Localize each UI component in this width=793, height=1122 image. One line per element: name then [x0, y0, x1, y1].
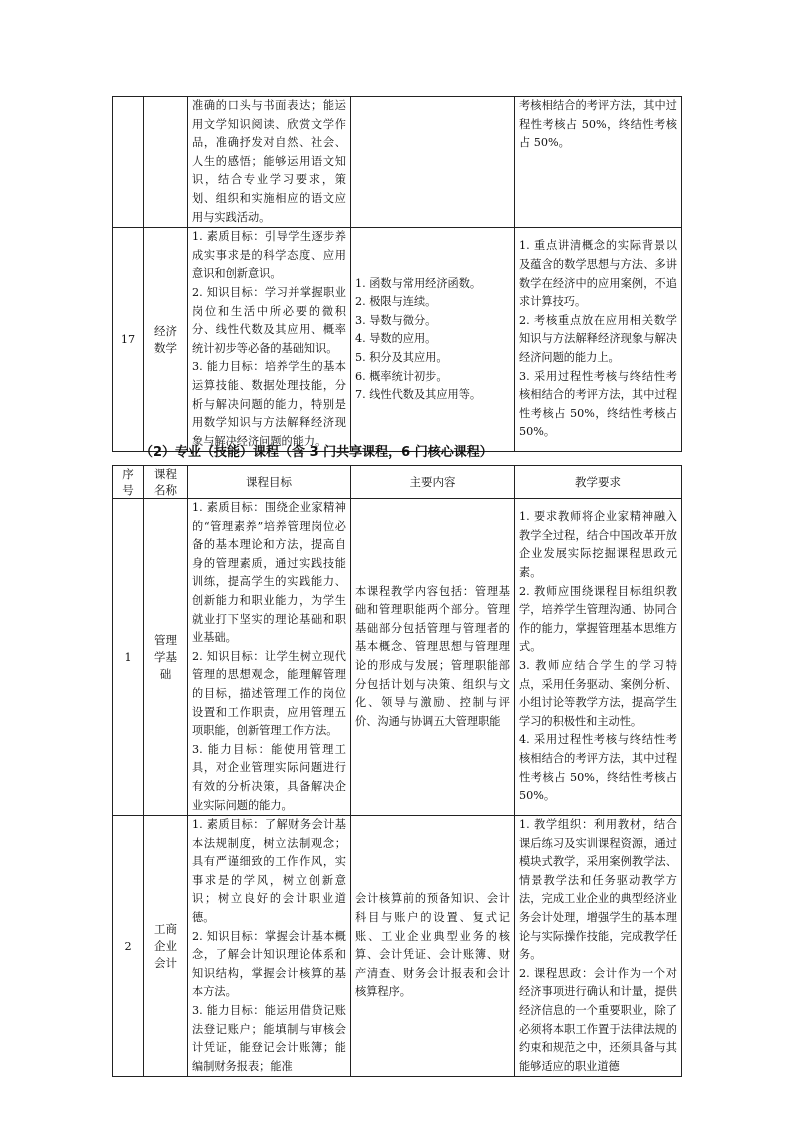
req-cell: 1. 重点讲清概念的实际背景以及蕴含的数学思想与方法、多讲数学在经济中的应用案例，不追求计算技巧。 2. 考核重点放在应用相关数学知识与方法解释经济现象与解决经济问题的能力上。 3. 采用过程性考核与终结性考核相结合的考评方法，其中过程性考核占 50%，终结性考核占 50%。: [515, 228, 682, 452]
goal-cell: 准确的口头与书面表达；能运用文学知识阅读、欣赏文学作品，准确抒发对自然、社会、人生的感悟；能够运用语文知识，结合专业学习要求，策划、组织和实施相应的语文应用与实践活动。: [188, 97, 351, 228]
req-cell: 考核相结合的考评方法，其中过程性考核占 50%，终结性考核占 50%。: [515, 97, 682, 228]
req-cell: 1. 教学组织：利用教材，结合课后练习及实训课程资源，通过模块式教学，采用案例教学法、情景教学法和任务驱动教学方法，完成工业企业的典型经济业务会计处理，增强学生的基本理论与实际操作技能，完成教学任务。 2. 课程思政：会计作为一个对经济事项进行确认和计量，提供经济信息的一个重要职业，除了必须将本职工作置于法律法规的约束和规范之中，还须具备与其能够适应的职业道德: [515, 816, 682, 1077]
section-title: （2）专业（技能）课程（含 3 门共享课程，6 门核心课程）: [140, 445, 493, 460]
content-cell: [351, 97, 515, 228]
num-cell: 17: [113, 228, 144, 452]
course-table-general: [112, 96, 682, 452]
table-row: [113, 499, 682, 816]
name-cell: [144, 97, 188, 228]
num-cell: 2: [113, 816, 144, 1077]
name-cell: 管理 学基 础: [144, 499, 188, 816]
content-cell: 1. 函数与常用经济函数。 2. 极限与连续。 3. 导数与微分。 4. 导数的应用。 5. 积分及其应用。 6. 概率统计初步。 7. 线性代数及其应用等。: [351, 228, 515, 452]
table-row: [113, 228, 682, 452]
header-req: 教学要求: [515, 466, 682, 499]
header-name: 课程 名称: [144, 466, 188, 499]
table-row: [113, 97, 682, 228]
name-cell: 经济 数学: [144, 228, 188, 452]
course-table-professional: [112, 465, 682, 1077]
goal-cell: 1. 素质目标：围绕企业家精神的“管理素养”培养管理岗位必备的基本理论和方法，提高自身的管理素质，通过实践技能训练，提高学生的实践能力、创新能力和职业能力，为学生就业打下坚实的理论基础和职业基础。 2. 知识目标：让学生树立现代管理的思想观念，能理解管理的目标，描述管理工作的岗位设置和工作职责，应用管理五项职能，创新管理工作方法。 3. 能力目标：能使用管理工具，对企业管理实际问题进行有效的分析决策，具备解决企业实际问题的能力。: [188, 499, 351, 816]
name-cell: 工商 企业 会计: [144, 816, 188, 1077]
table-header-row: [113, 466, 682, 499]
goal-cell: 1. 素质目标：引导学生逐步养成实事求是的科学态度、应用意识和创新意识。 2. 知识目标：学习并掌握职业岗位和生活中所必要的微积分、线性代数及其应用、概率统计初步等必备的基础知识。 3. 能力目标：培养学生的基本运算技能、数据处理技能，分析与解决问题的能力，特别是用数学知识与方法解释经济现象与解决经济问题的能力。: [188, 228, 351, 452]
header-content: 主要内容: [351, 466, 515, 499]
num-cell: [113, 97, 144, 228]
header-goal: 课程目标: [188, 466, 351, 499]
table-row: [113, 816, 682, 1077]
num-cell: 1: [113, 499, 144, 816]
header-num: 序 号: [113, 466, 144, 499]
content-cell: 本课程教学内容包括：管理基础和管理职能两个部分。管理基础部分包括管理与管理者的基本概念、管理思想与管理理论的形成与发展；管理职能部分包括计划与决策、组织与文化、领导与激励、控制与评价、沟通与协调五大管理职能: [351, 499, 515, 816]
goal-cell: 1. 素质目标：了解财务会计基本法规制度，树立法制观念；具有严谨细致的工作作风，实事求是的学风，树立创新意识；树立良好的会计职业道德。 2. 知识目标：掌握会计基本概念，了解会计知识理论体系和知识结构，掌握会计核算的基本方法。 3. 能力目标：能运用借贷记账法登记账户；能填制与审核会计凭证，能登记会计账簿；能编制财务报表；能准: [188, 816, 351, 1077]
content-cell: 会计核算前的预备知识、会计科目与账户的设置、复式记账、工业企业典型业务的核算、会计凭证、会计账簿、财产清查、财务会计报表和会计核算程序。: [351, 816, 515, 1077]
req-cell: 1. 要求教师将企业家精神融入教学全过程，结合中国改革开放企业发展实际挖掘课程思政元素。 2. 教师应围绕课程目标组织教学，培养学生管理沟通、协同合作的能力，掌握管理基本思维方式。 3. 教师应结合学生的学习特点，采用任务驱动、案例分析、小组讨论等教学方法，提高学生学习的积极性和主动性。 4. 采用过程性考核与终结性考核相结合的考评方法，其中过程性考核占 50%，终结性考核占 50%。: [515, 499, 682, 816]
